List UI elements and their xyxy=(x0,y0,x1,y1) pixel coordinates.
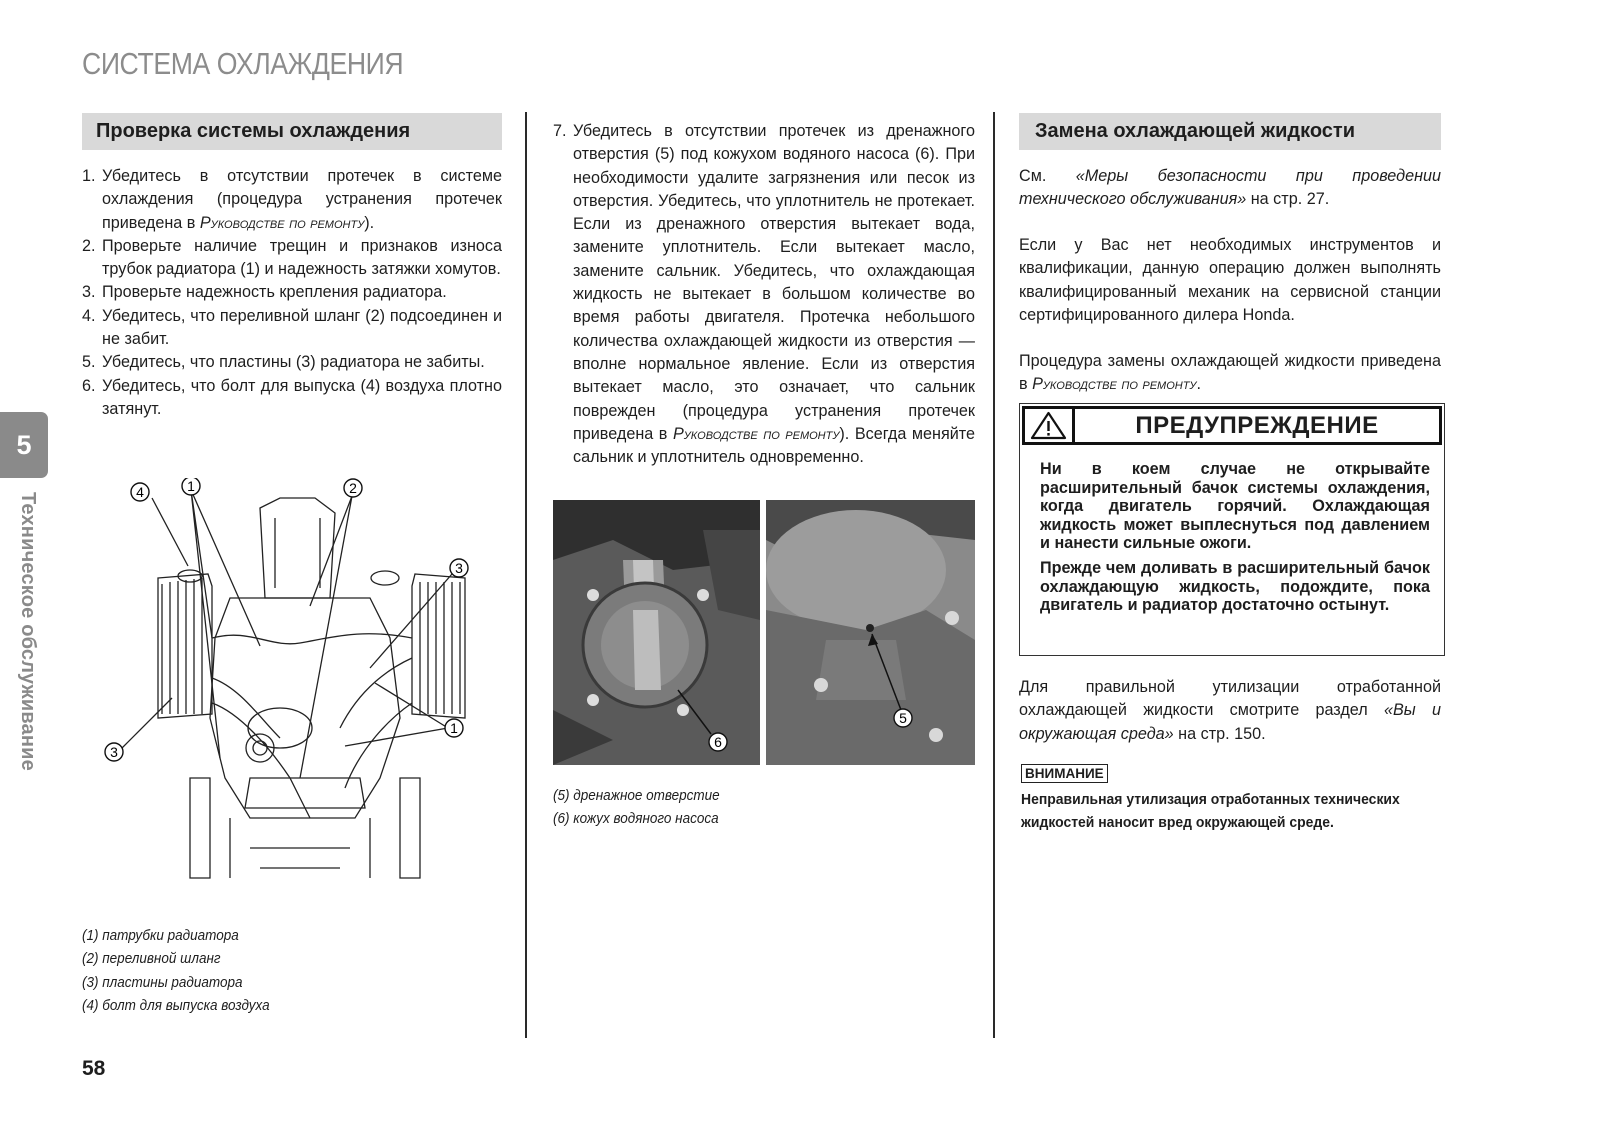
drain-hole-photo xyxy=(766,500,975,765)
step-6: 6. Убедитесь, что болт для выпуска (4) воздуха плотно затянут. xyxy=(82,376,502,418)
page-number: 58 xyxy=(82,1057,106,1080)
replace-procedure: Процедура замены охлаждающей жидкости приведена в Руководстве по ремонту. xyxy=(1019,352,1441,394)
callout-1-top: 1 xyxy=(187,478,195,494)
column-divider xyxy=(525,112,527,1038)
chapter-tab[interactable] xyxy=(0,412,48,478)
callout-2: 2 xyxy=(349,480,357,496)
safety-link[interactable]: «Меры безопасности при проведении технического обслуживания» xyxy=(1019,167,1441,209)
caption-3: (3) пластины радиатора xyxy=(82,973,243,991)
callout-6: 6 xyxy=(714,734,722,750)
step-5: 5. Убедитесь, что пластины (3) радиатора не забиты. xyxy=(82,353,485,372)
page-title: СИСТЕМА ОХЛАЖДЕНИЯ xyxy=(82,46,404,81)
step-7: 7. Убедитесь в отсутствии протечек из дренажного отверстия (5) под кожухом водяного насоса (6). При необходимости удалите загрязнения или песок из отверстия. Убедитесь, что уплотнитель не протекает. Если из дренажного отверстия вытекает вода, замените уплотнитель. Если вытекает масло, замените сальник. Убедитесь, что охлаждающая жидкость не вытекает в большом количестве во время работы двигателя. Протечка небольшого количества охлаждающей жидкости из отверстия — вполне нормальное явление. Если из отверстия вытекает масло, это означает, что сальник поврежден (процедура устранения протечек приведена в Руководстве по ремонту). Всегда меняйте сальник и уплотнитель одновременно. xyxy=(553,122,975,467)
warning-title: ПРЕДУПРЕЖДЕНИЕ xyxy=(1135,412,1379,439)
warning-box xyxy=(1019,403,1445,656)
water-pump-photo xyxy=(553,500,760,765)
caption-5: (5) дренажное отверстие xyxy=(553,787,720,804)
chapter-label: Техническое обслуживание xyxy=(17,492,39,771)
callout-1-right: 1 xyxy=(450,720,458,736)
step-3: 3. Проверьте надежность крепления радиатора. xyxy=(82,283,447,302)
warning-triangle-icon xyxy=(1025,409,1075,442)
section-heading-replace: Замена охлаждающей жидкости xyxy=(1019,113,1441,150)
replace-intro: См. «Меры безопасности при проведении технического обслуживания» на стр. 27. xyxy=(1019,167,1441,209)
repair-manual-ref: Руководстве по ремонту xyxy=(1032,375,1197,394)
caption-1: (1) патрубки радиатора xyxy=(82,927,239,944)
section-heading-check: Проверка системы охлаждения xyxy=(82,113,502,150)
radiator-diagram xyxy=(100,478,500,898)
column-divider xyxy=(993,112,995,1038)
caption-2: (2) переливной шланг xyxy=(82,950,221,968)
replace-qualification: Если у Вас нет необходимых инструментов и квалификации, данную операцию должен выполнять квалифицированный механик на сервисной станции сертифицированного дилера Honda. xyxy=(1019,236,1441,324)
callout-4: 4 xyxy=(136,484,144,500)
diagram-callouts xyxy=(105,478,468,761)
callout-3-left: 3 xyxy=(110,744,118,760)
disposal-text: Для правильной утилизации отработанной охлаждающей жидкости смотрите раздел «Вы и окружающая среда» на стр. 150. xyxy=(1019,678,1441,743)
callout-5: 5 xyxy=(899,710,907,726)
step-1: 1. Убедитесь в отсутствии протечек в системе охлаждения (процедура устранения протечек приведена в Руководстве по ремонту). xyxy=(82,167,502,232)
step-2: 2. Проверьте наличие трещин и признаков износа трубок радиатора (1) и надежность затяжки хомутов. xyxy=(82,236,502,279)
check-steps xyxy=(82,165,502,421)
warning-header xyxy=(1022,406,1442,445)
notice-text: Неправильная утилизация отработанных технических жидкостей наносит вред окружающей среде. xyxy=(1021,791,1400,832)
step-4: 4. Убедитесь, что переливной шланг (2) подсоединен и не забит. xyxy=(82,306,502,349)
caption-6: (6) кожух водяного насоса xyxy=(553,810,719,828)
repair-manual-ref: Руководстве по ремонту xyxy=(672,424,840,443)
callout-3-right: 3 xyxy=(455,560,463,576)
caption-4: (4) болт для выпуска воздуха xyxy=(82,996,270,1014)
notice-label: ВНИМАНИЕ xyxy=(1021,764,1108,783)
environment-link[interactable]: «Вы и окружающая среда» xyxy=(1019,701,1441,743)
left-captions xyxy=(82,924,270,1017)
warning-text: Ни в коем случае не открывайте расширительный бачок системы охлаждения, когда двигатель горячий. Охлаждающая жидкость может выплеснуться под давлением и нанести сильные ожоги. Прежде чем доливать в расширительный бачок охлаждающую жидкость, подождите, пока двигатель и радиатор достаточно остынут. xyxy=(1040,460,1430,615)
repair-manual-ref: Руководстве по ремонту xyxy=(199,213,365,232)
chapter-number: 5 xyxy=(16,430,32,460)
middle-captions xyxy=(553,784,720,831)
